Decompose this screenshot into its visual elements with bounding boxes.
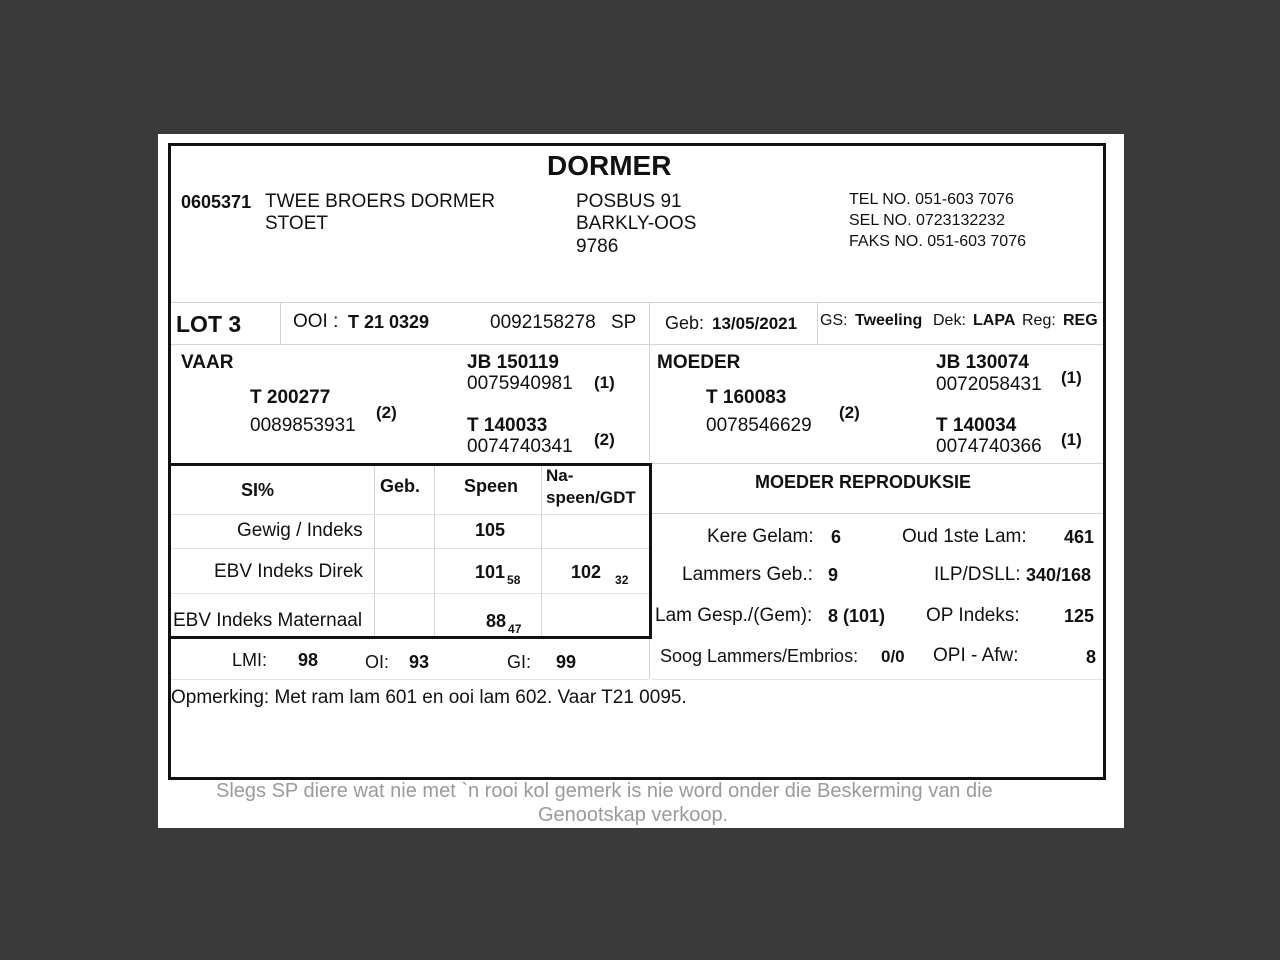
lmi-value: 98 (298, 650, 319, 670)
oi-label: OI: (365, 652, 390, 672)
gi-label: GI: (507, 652, 532, 672)
moeder-sire-mark: (1) (1061, 368, 1082, 387)
si-header-geb: Geb. (380, 476, 421, 496)
lam-gesp-label: Lam Gesp./(Gem): (655, 605, 813, 626)
gi-value: 99 (556, 652, 577, 672)
si-col-line-3 (541, 466, 542, 636)
si-header-speen: Speen (464, 476, 519, 496)
gs-label: GS: (820, 312, 848, 329)
si-table-border-bottom (170, 636, 652, 639)
address-line-2: BARKLY-OOS (576, 213, 697, 234)
moeder-sire-number: 0072058431 (936, 374, 1042, 395)
si-header-naspeen-1: Na- (546, 466, 574, 485)
geb-label: Geb: (665, 313, 705, 333)
repro-bottom-line (652, 679, 1103, 680)
breeder-name-2: STOET (265, 213, 328, 234)
moeder-number: 0078546629 (706, 415, 812, 436)
lot-label: LOT 3 (176, 311, 242, 337)
geb-value: 13/05/2021 (712, 314, 798, 333)
si-row-line-3 (171, 593, 649, 594)
lam-gesp-value: 8 (101) (828, 606, 886, 626)
ooi-label: OOI : (293, 311, 339, 332)
ilp-value: 340/168 (1026, 565, 1092, 585)
repro-title: MOEDER REPRODUKSIE (755, 472, 972, 492)
si-row-speen-1: 105 (475, 520, 506, 540)
si-row-label-2: EBV Indeks Direk (214, 561, 363, 582)
soog-value: 0/0 (881, 647, 905, 666)
oud-label: Oud 1ste Lam: (902, 526, 1027, 547)
vaar-sire-id: JB 150119 (467, 352, 559, 373)
vaar-mark: (2) (376, 403, 397, 422)
repro-title-line (652, 513, 1103, 514)
si-header-naspeen-2: speen/GDT (546, 488, 636, 507)
tel-number: TEL NO. 051-603 7076 (849, 191, 1014, 208)
lot-divider-3 (817, 303, 818, 344)
opmerking-text: Met ram lam 601 en ooi lam 602. Vaar T21 0095. (274, 687, 687, 708)
lot-row-top-line (171, 302, 1103, 303)
moeder-id: T 160083 (706, 387, 787, 408)
vaar-number: 0089853931 (250, 415, 356, 436)
border-left (168, 143, 171, 780)
ilp-label: ILP/DSLL: (934, 564, 1021, 585)
vaar-dam-number: 0074740341 (467, 436, 573, 457)
address-line-3: 9786 (576, 236, 619, 257)
dek-value: LAPA (973, 312, 1016, 329)
si-row-naspeen-2-sub: 32 (615, 573, 629, 587)
moeder-sire-id: JB 130074 (936, 352, 1029, 373)
opi-label: OPI - Afw: (933, 645, 1019, 666)
lot-divider-2 (649, 303, 650, 461)
kere-value: 6 (831, 527, 842, 547)
footer-line-2: Genootskap verkoop. (538, 804, 729, 826)
lammers-label: Lammers Geb.: (682, 564, 813, 585)
sp-mark: SP (611, 312, 637, 333)
moeder-mark: (2) (839, 403, 860, 422)
lot-divider-1 (280, 303, 281, 344)
lot-card (158, 134, 1124, 828)
si-row-speen-2-sub: 58 (507, 573, 521, 587)
indices-right-line (649, 639, 650, 679)
oud-value: 461 (1064, 527, 1095, 547)
border-top (169, 143, 1106, 146)
moeder-label: MOEDER (657, 352, 741, 373)
op-indeks-label: OP Indeks: (926, 605, 1020, 626)
ooi-value: T 21 0329 (348, 312, 430, 332)
indices-row-bottom-line (171, 679, 649, 680)
op-indeks-value: 125 (1064, 606, 1095, 626)
si-row-naspeen-2-value: 102 (571, 562, 602, 582)
moeder-dam-id: T 140034 (936, 415, 1017, 436)
si-col-line-1 (374, 466, 375, 636)
vaar-sire-mark: (1) (594, 373, 615, 392)
lammers-value: 9 (828, 565, 839, 585)
kere-label: Kere Gelam: (707, 526, 814, 547)
reg-value: REG (1063, 312, 1098, 329)
si-table-border-top (170, 463, 652, 466)
si-row-speen-2-value: 101 (475, 562, 506, 582)
si-row-line-2 (171, 548, 649, 549)
faks-number: FAKS NO. 051-603 7076 (849, 233, 1026, 250)
border-right (1103, 143, 1106, 780)
si-row-speen-3 (486, 611, 521, 636)
soog-label: Soog Lammers/Embrios: (660, 646, 859, 666)
breeder-code: 0605371 (181, 192, 252, 212)
reg-label: Reg: (1022, 312, 1056, 329)
si-header-si: SI% (241, 480, 275, 500)
si-row-speen-3-sub: 47 (508, 622, 522, 636)
si-row-label-3: EBV Indeks Maternaal (173, 610, 363, 631)
gs-value: Tweeling (855, 312, 923, 329)
opi-value: 8 (1086, 647, 1097, 667)
dek-label: Dek: (933, 312, 966, 329)
si-row-speen-3-value: 88 (486, 611, 507, 631)
opmerking-label: Opmerking: (171, 687, 270, 708)
address-line-1: POSBUS 91 (576, 191, 682, 212)
repro-top-line (652, 463, 1103, 464)
footer-line-1: Slegs SP diere wat nie met `n rooi kol gemerk is nie word onder die Beskerming van die (216, 780, 993, 802)
si-row-line-1 (171, 514, 649, 515)
si-table-border-right (649, 463, 652, 639)
animal-id-number: 0092158278 (490, 312, 596, 333)
oi-value: 93 (409, 652, 430, 672)
vaar-dam-mark: (2) (594, 430, 615, 449)
vaar-sire-number: 0075940981 (467, 373, 573, 394)
moeder-dam-mark: (1) (1061, 430, 1082, 449)
vaar-id: T 200277 (250, 387, 331, 408)
page-title: DORMER (547, 150, 672, 181)
lot-row-bottom-line (171, 344, 1103, 345)
breeder-name-1: TWEE BROERS DORMER (265, 191, 496, 212)
opmerking (171, 687, 687, 709)
si-row-naspeen-2 (571, 562, 628, 587)
lmi-label: LMI: (232, 650, 268, 670)
si-row-label-1: Gewig / Indeks (237, 520, 363, 541)
si-row-speen-2 (475, 562, 520, 587)
vaar-label: VAAR (181, 352, 234, 373)
moeder-dam-number: 0074740366 (936, 436, 1042, 457)
vaar-dam-id: T 140033 (467, 415, 548, 436)
si-col-line-2 (434, 466, 435, 636)
sel-number: SEL NO. 0723132232 (849, 212, 1005, 229)
